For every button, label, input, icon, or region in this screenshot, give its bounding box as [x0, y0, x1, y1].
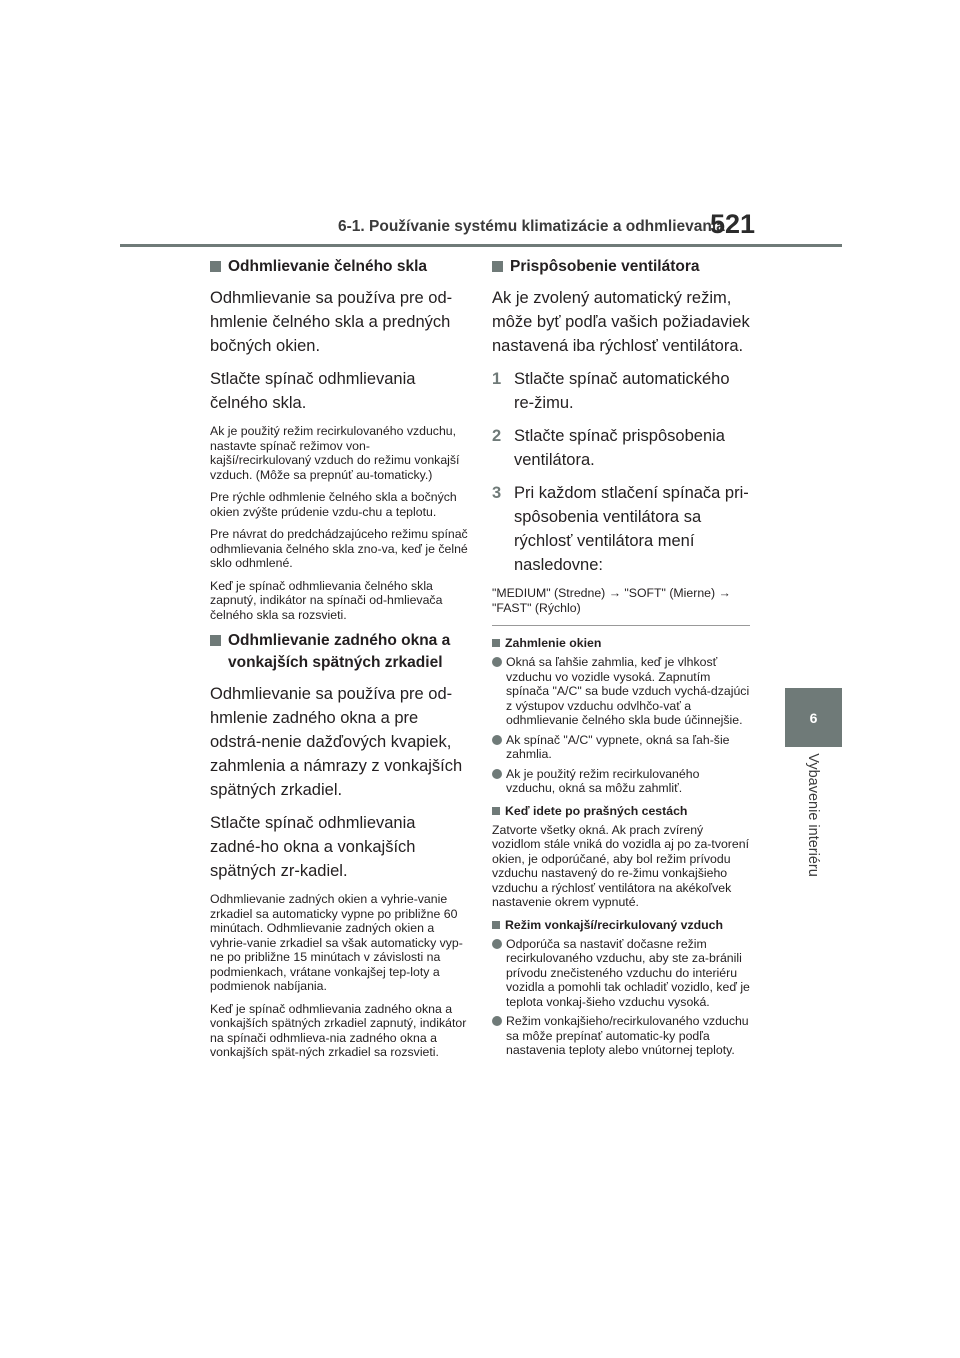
step-number: 3	[492, 484, 502, 502]
round-bullet-icon	[492, 1016, 502, 1026]
square-bullet-icon	[492, 639, 500, 647]
note-text: Odhmlievanie zadných okien a vyhrie-vanie zrkadiel sa automaticky vypne po približne 60 minútach. Odhmlievanie zadných okien a vyhrie-vanie zrkadiel sa však automaticky vyp-ne po približne 15 minútach v závislosti na podmienkach, vrátane vonkajšej tep-loty a podmienok nabíjania.	[210, 892, 463, 993]
body-text: Odhmlievanie sa používa pre od-hmlenie čelného skla a predných bočných okien.	[210, 289, 453, 355]
square-bullet-icon	[210, 635, 221, 646]
bullet-item: Režim vonkajšieho/recirkulovaného vzduchu sa môže prepínať automatic-ky podľa nastavenia teploty alebo vnútornej teploty.	[492, 1014, 750, 1058]
chapter-tab[interactable]: 6	[785, 688, 842, 747]
section-heading: Odhmlievanie zadného okna a vonkajších spätných zrkadiel	[210, 630, 468, 674]
section-heading: Prispôsobenie ventilátora	[492, 256, 750, 278]
bullet-item: Ak je použitý režim recirkulovaného vzduchu, okná sa môžu zahmliť.	[492, 767, 750, 796]
step-text: Pri každom stlačení spínača pri-spôsobenia ventilátora sa rýchlosť ventilátora mení nasledovne:	[514, 484, 749, 574]
step-item	[492, 481, 750, 577]
body-text: Ak je zvolený automatický režim, môže byť podľa vašich požiadaviek nastavená iba rýchlosť ventilátora.	[492, 289, 750, 355]
step-item	[492, 424, 750, 472]
round-bullet-icon	[492, 735, 502, 745]
note-text: Pre návrat do predchádzajúceho režimu spínač odhmlievania čelného skla zno-va, keď je čelné sklo odhmlené.	[210, 527, 468, 570]
square-bullet-icon	[492, 807, 500, 815]
bullet-item: Ak spínač "A/C" vypnete, okná sa ľah-šie zahmlia.	[492, 733, 750, 762]
square-bullet-icon	[492, 921, 500, 929]
note-text: Pre rýchle odhmlenie čelného skla a bočných okien zvýšte prúdenie vzdu-chu a teplotu.	[210, 490, 457, 519]
right-column	[492, 256, 750, 1063]
subsection-heading: Keď idete po prašných cestách	[492, 804, 750, 819]
note-text: Zatvorte všetky okná. Ak prach zvírený vozidlom stále vniká do vozidla aj po za-tvorení okien, je odporúčané, aby bol režim prívodu vzduchu nastavený do re-žimu vonkajšieho vzduchu a rýchlosť ventilátora na akékoľvek nastavenie okrem vypnuté.	[492, 822, 749, 909]
subsection-heading: Zahmlenie okien	[492, 636, 750, 651]
page-number: 521	[710, 209, 756, 239]
note-text: Keď je spínač odhmlievania čelného skla zapnutý, indikátor na spínači od-hmlievača čelného skla sa rozsvieti.	[210, 578, 443, 622]
section-title: 6-1. Používanie systému klimatizácie a odhmlievania	[338, 218, 725, 235]
body-text: Stlačte spínač odhmlievania čelného skla.	[210, 370, 416, 412]
step-item	[492, 367, 750, 415]
step-number: 1	[492, 370, 502, 388]
note-text: Ak je použitý režim recirkulovaného vzduchu, nastavte spínač režimov von-kajší/recirkulovaný vzduch do režimu vonkajší vzduch. (Môže sa prepnúť au-tomaticky.)	[210, 424, 460, 482]
body-text: Stlačte spínač odhmlievania zadné-ho okna a vonkajších spätných zr-kadiel.	[210, 814, 416, 880]
round-bullet-icon	[492, 939, 502, 949]
note-text: Keď je spínač odhmlievania zadného okna a vonkajších spätných zrkadiel zapnutý, indikátor na spínači odhmlieva-nia zadného okna a vonkajších spät-ných zrkadiel sa rozsvieti.	[210, 1001, 467, 1059]
divider	[492, 625, 750, 626]
left-column	[210, 256, 468, 1068]
subsection-heading: Režim vonkajší/recirkulovaný vzduch	[492, 918, 750, 933]
square-bullet-icon	[492, 261, 503, 272]
section-heading: Odhmlievanie čelného skla	[210, 256, 468, 278]
bullet-item: Odporúča sa nastaviť dočasne režim recirkulovaného vzduchu, aby ste za-bránili prívodu znečisteného vzduchu do interiéru vozidla a pomohli tak ochladiť vozidlo, keď je teplota vonkaj-šieho vzduchu vysoká.	[492, 937, 750, 1010]
square-bullet-icon	[210, 261, 221, 272]
chapter-label: Vybavenie interiéru	[805, 753, 821, 877]
round-bullet-icon	[492, 657, 502, 667]
step-text: Stlačte spínač automatického re-žimu.	[514, 370, 730, 412]
speed-sequence: "MEDIUM" (Stredne) → "SOFT" (Mierne) → "FAST" (Rýchlo)	[492, 586, 731, 615]
step-number: 2	[492, 427, 502, 445]
bullet-item: Okná sa ľahšie zahmlia, keď je vlhkosť vzduchu vo vozidle vysoká. Zapnutím spínača "A/C" sa bude vzduch vychá-dzajúci z výstupov vzduchu odvlhčo-vať a odhmlievanie čelného skla bude účinnejšie.	[492, 655, 750, 728]
body-text: Odhmlievanie sa používa pre od-hmlenie zadného okna a pre odstrá-nenie dažďových kvapiek, zahmlenia a námrazy z vonkajších spätných zrkadiel.	[210, 685, 463, 799]
step-text: Stlačte spínač prispôsobenia ventilátora.	[514, 427, 725, 469]
round-bullet-icon	[492, 769, 502, 779]
header-divider	[120, 244, 842, 247]
